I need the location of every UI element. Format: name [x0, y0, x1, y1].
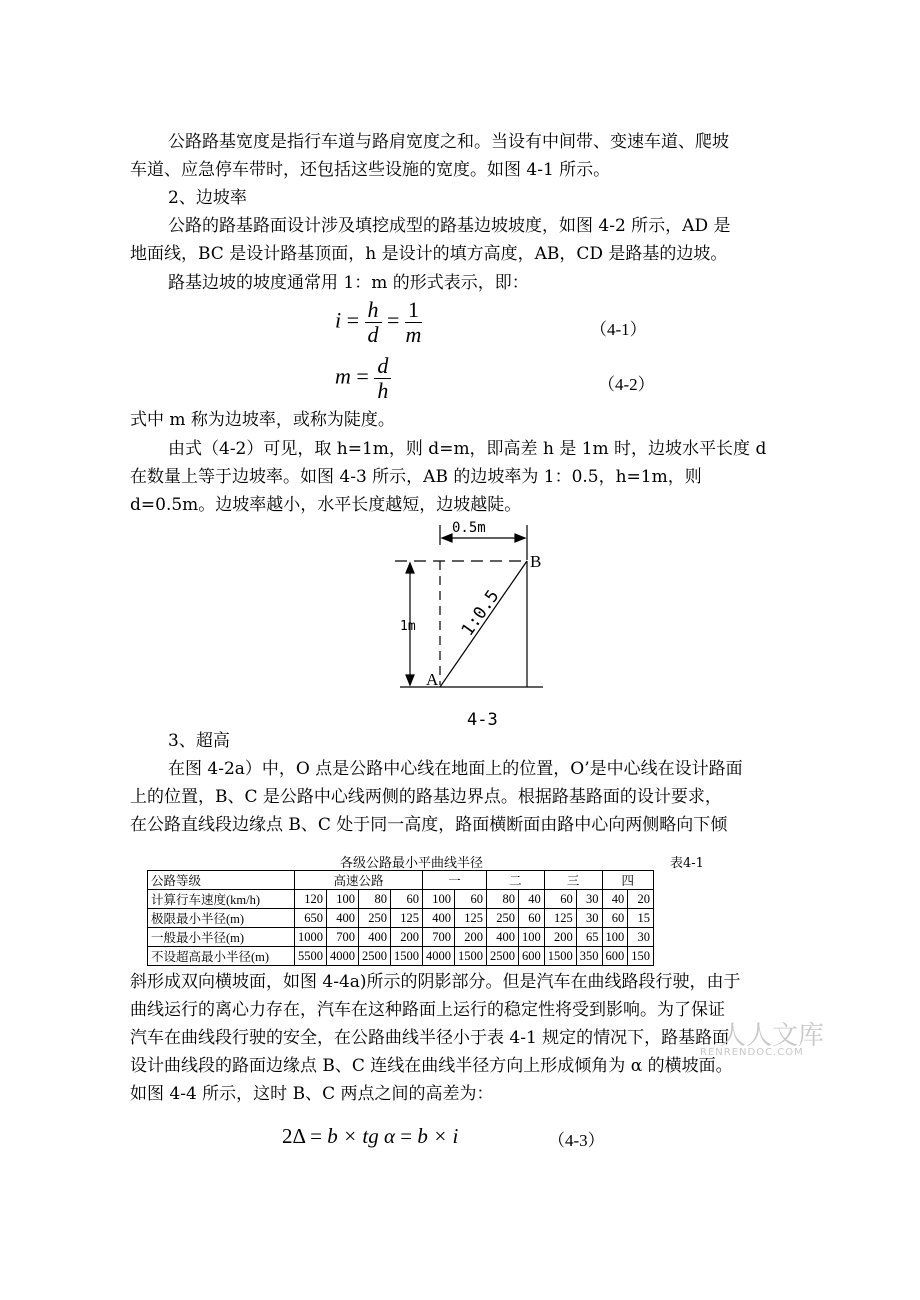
table-cell: 100: [327, 890, 359, 909]
equation-4-3: 2Δ = b × tg α = b × i: [282, 1124, 459, 1148]
table-cell: 20: [628, 890, 654, 909]
row-label: 不设超高最小半径(m): [148, 947, 295, 966]
table-cell: 200: [455, 928, 487, 947]
point-a-label: A: [426, 670, 439, 689]
table-cell: 250: [487, 909, 519, 928]
table-cell: 40: [519, 890, 545, 909]
table-cell: 700: [327, 928, 359, 947]
table-cell: 1500: [455, 947, 487, 966]
paragraph-line: 路基边坡的坡度通常用 1：m 的形式表示，即：: [168, 273, 529, 293]
table-cell: 125: [391, 909, 423, 928]
table-cell: 125: [544, 909, 576, 928]
table-cell: 100: [423, 890, 455, 909]
table-title: 各级公路最小平曲线半径: [340, 856, 484, 871]
table-header-row: [148, 871, 654, 890]
table-row: [148, 909, 654, 928]
table-cell: 100: [602, 928, 628, 947]
table-cell: 1500: [391, 947, 423, 966]
table-cell: 400: [327, 909, 359, 928]
table-row: [148, 890, 654, 909]
table-cell: 150: [628, 947, 654, 966]
table-cell: 60: [455, 890, 487, 909]
dim-label: 0.5m: [452, 520, 486, 536]
table-cell: 200: [544, 928, 576, 947]
table-cell: 60: [602, 909, 628, 928]
paragraph-line: 在图 4-2a）中，O 点是公路中心线在地面上的位置，O’是中心线在设计路面: [168, 759, 743, 779]
equation-4-1: i = $\frac{h}{d}$ = $\frac{1}{m}$: [335, 297, 422, 347]
arrow-head: [406, 675, 414, 685]
section-heading: 2、边坡率: [168, 188, 247, 208]
table-cell: 2500: [487, 947, 519, 966]
table-cell: 600: [602, 947, 628, 966]
equation-tag: （4-3）: [548, 1131, 605, 1150]
table-cell: 60: [391, 890, 423, 909]
paragraph-line: 在公路直线段边缘点 B、C 处于同一高度，路面横断面由路中心向两侧略向下倾: [130, 815, 728, 835]
table-cell: 100: [519, 928, 545, 947]
table-header-cell: 四: [602, 871, 654, 890]
table-cell: 4000: [327, 947, 359, 966]
watermark-sub: RENRENDOC.COM: [700, 1047, 804, 1058]
row-label: 极限最小半径(m): [148, 909, 295, 928]
equation-tag: （4-2）: [598, 375, 655, 394]
slope-label: 1:0.5: [457, 586, 504, 640]
row-label: 一般最小半径(m): [148, 928, 295, 947]
point-b-label: B: [530, 552, 542, 571]
paragraph-line: 式中 m 称为边坡率，或称为陡度。: [130, 410, 395, 430]
paragraph-line: 如图 4-4 所示，这时 B、C 两点之间的高差为：: [130, 1084, 494, 1104]
table-cell: 1000: [295, 928, 327, 947]
table-cell: 80: [487, 890, 519, 909]
paragraph-line: 汽车在曲线段行驶的安全，在公路曲线半径小于表 4-1 规定的情况下，路基路面: [130, 1028, 730, 1048]
table-cell: 250: [359, 909, 391, 928]
table-cell: 2500: [359, 947, 391, 966]
table-row: [148, 928, 654, 947]
paragraph-line: 车道、应急停车带时，还包括这些设施的宽度。如图 4-1 所示。: [130, 160, 611, 180]
table-header-cell: 二: [487, 871, 545, 890]
table-cell: 4000: [423, 947, 455, 966]
paragraph-line: 斜形成双向横坡面，如图 4-4a)所示的阴影部分。但是汽车在曲线路段行驶，由于: [130, 972, 741, 992]
arrow-head: [406, 563, 414, 573]
table-cell: 200: [391, 928, 423, 947]
equation-tag: （4-1）: [590, 320, 647, 339]
table-cell: 15: [628, 909, 654, 928]
table-cell: 400: [423, 909, 455, 928]
paragraph-line: 曲线运行的离心力存在，汽车在这种路面上运行的稳定性将受到影响。为了保证: [130, 1000, 725, 1020]
table-cell: 30: [628, 928, 654, 947]
table-cell: 125: [455, 909, 487, 928]
table-header-cell: 高速公路: [295, 871, 423, 890]
table-row: [148, 947, 654, 966]
table-cell: 400: [359, 928, 391, 947]
table-header-cell: 公路等级: [148, 871, 295, 890]
table-cell: 80: [359, 890, 391, 909]
table-cell: 60: [519, 909, 545, 928]
table-cell: 40: [602, 890, 628, 909]
section-heading: 3、超高: [168, 731, 230, 751]
table-number: 表4-1: [670, 856, 704, 871]
paragraph-line: 由式（4-2）可见，取 h=1m，则 d=m，即高差 h 是 1m 时，边坡水平长度 d: [168, 439, 767, 459]
paragraph-line: 上的位置，B、C 是公路中心线两侧的路基边界点。根据路基路面的设计要求，: [130, 787, 722, 807]
table-cell: 65: [576, 928, 602, 947]
table-cell: 1500: [544, 947, 576, 966]
paragraph-line: 在数量上等于边坡率。如图 4-3 所示，AB 的边坡率为 1：0.5，h=1m，则: [130, 467, 702, 487]
paragraph-line: 地面线，BC 是设计路基顶面，h 是设计的填方高度，AB，CD 是路基的边坡。: [130, 244, 728, 264]
table-header-cell: 一: [423, 871, 487, 890]
table-4-1: [147, 870, 654, 966]
table-cell: 30: [576, 909, 602, 928]
equation-4-2: m = $\frac{d}{h}$: [335, 354, 391, 403]
paragraph-line: 设计曲线段的路面边缘点 B、C 连线在曲线半径方向上形成倾角为 α 的横坡面。: [130, 1056, 733, 1076]
row-label: 计算行车速度(km/h): [148, 890, 295, 909]
figure-caption: 4-3: [467, 710, 498, 730]
table-cell: 700: [423, 928, 455, 947]
table-cell: 30: [576, 890, 602, 909]
table-header-cell: 三: [544, 871, 602, 890]
table-cell: 600: [519, 947, 545, 966]
table-cell: 650: [295, 909, 327, 928]
watermark-logo: 人人文库: [720, 1021, 825, 1051]
table-cell: 350: [576, 947, 602, 966]
figure-4-3: [380, 515, 560, 735]
paragraph-line: d=0.5m。边坡率越小，水平长度越短，边坡越陡。: [130, 495, 522, 515]
paragraph-line: 公路路基宽度是指行车道与路肩宽度之和。当设有中间带、变速车道、爬坡: [168, 132, 729, 152]
table-cell: 60: [544, 890, 576, 909]
arrow-head: [442, 534, 452, 542]
table-cell: 5500: [295, 947, 327, 966]
table-cell: 120: [295, 890, 327, 909]
table-cell: 400: [487, 928, 519, 947]
dim-label: 1m: [400, 619, 416, 634]
paragraph-line: 公路的路基路面设计涉及填挖成型的路基边坡坡度，如图 4-2 所示，AD 是: [168, 216, 731, 236]
arrow-head: [515, 534, 525, 542]
